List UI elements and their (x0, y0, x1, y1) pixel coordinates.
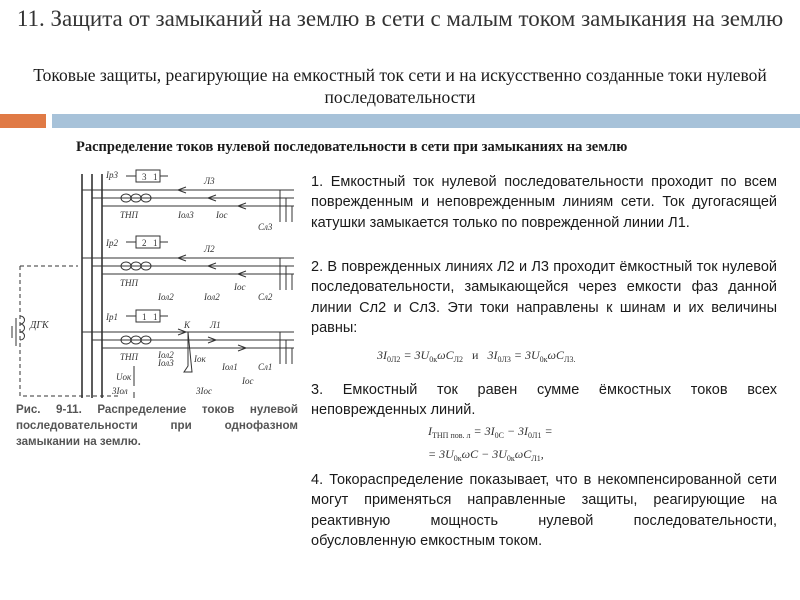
label-cl2: Сл2 (258, 292, 273, 302)
label-relay3-b: 1 (153, 172, 158, 182)
label-3iol: 3Iол (112, 386, 128, 396)
label-iok: Iок (194, 354, 206, 364)
paragraph-2: 2. В поврежденных линиях Л2 и Л3 проходит ёмкостный ток нулевой последовательности, замыкающейся через емкости фаз данной линии Сл2 и Сл3. Эти токи направлены к шинам и их величины равны: (311, 259, 777, 336)
label-cl1: Сл1 (258, 362, 273, 372)
label-ip1: Iр1 (106, 312, 118, 322)
label-iol1: Iол1 (222, 362, 238, 372)
label-iol2: Iол2 (158, 292, 174, 302)
label-relay2-b: 1 (153, 238, 158, 248)
label-relay1-b: 1 (153, 312, 158, 322)
label-l3: Л3 (204, 176, 215, 186)
label-3ioc: 3Iос (196, 386, 212, 396)
label-tnp3: ТНП (120, 210, 139, 220)
label-l1: Л1 (210, 320, 221, 330)
formula-tnp-current: $I_{ТНП пов. л} = 3I_{0С} - 3I_{0Л1}$ = = $3U_{0к}\omega C - 3U_{0к}\omega C_{Л1}$, (428, 424, 553, 463)
accent-bar-orange (0, 114, 46, 128)
label-iol2-b: Iол2 (204, 292, 220, 302)
label-uok: Uок (116, 372, 132, 382)
label-tnp2: ТНП (120, 278, 139, 288)
label-cl3: Сл3 (258, 222, 273, 232)
formula-zero-sequence-currents: $3I_{0Л2} = 3U_{0к}\omega C_{Л2}$ и $3I_{0Л3} = 3U_{0к}\omega C_{Л3.}$ (377, 348, 576, 364)
label-relay1-a: 1 (142, 312, 147, 322)
slide-title: 11. Защита от замыканий на землю в сети с малым током замыкания на землю (16, 6, 784, 31)
label-ioc3: Iос (216, 210, 228, 220)
label-iol3-c: Iол3 (158, 358, 174, 368)
label-iol3: Iол3 (178, 210, 194, 220)
label-fault-k: К (184, 320, 190, 330)
label-ioc1: Iос (242, 376, 254, 386)
label-ip2: Iр2 (106, 238, 118, 248)
section-heading: Распределение токов нулевой последовательности в сети при замыканиях на землю (76, 139, 628, 155)
paragraph-1: 1. Емкостный ток нулевой последовательности проходит по всем поврежденным и неповрежденным линиям сети. Ток дугогасящей катушки замыкается только по поврежденной линии Л1. (311, 174, 777, 231)
slide-subtitle: Токовые защиты, реагирующие на емкостный ток сети и на искусственно созданные токи нулевой последовательности (33, 65, 767, 107)
paragraph-3: 3. Емкостный ток равен сумме ёмкостных токов всех неповрежденных линий. (311, 382, 777, 419)
label-ip3: Iр3 (106, 170, 118, 180)
label-dgk: ДГК (30, 320, 49, 331)
paragraph-4: 4. Токораспределение показывает, что в некомпенсированной сети могут применяться направленные защиты, реагирующие на реактивную мощность нулевой последовательности, обусловленную емкостным током. (311, 472, 777, 549)
label-iol2-c: Iол2 (158, 350, 174, 360)
label-l2: Л2 (204, 244, 215, 254)
figure-caption: Рис. 9-11. Распределение токов нулевой последовательности при однофазном замыкании на землю. (16, 403, 298, 448)
label-relay2-a: 2 (142, 238, 147, 248)
label-relay3-a: 3 (142, 172, 147, 182)
accent-bar-blue (52, 114, 800, 128)
label-tnp1: ТНП (120, 352, 139, 362)
label-ioc2: Iос (234, 282, 246, 292)
